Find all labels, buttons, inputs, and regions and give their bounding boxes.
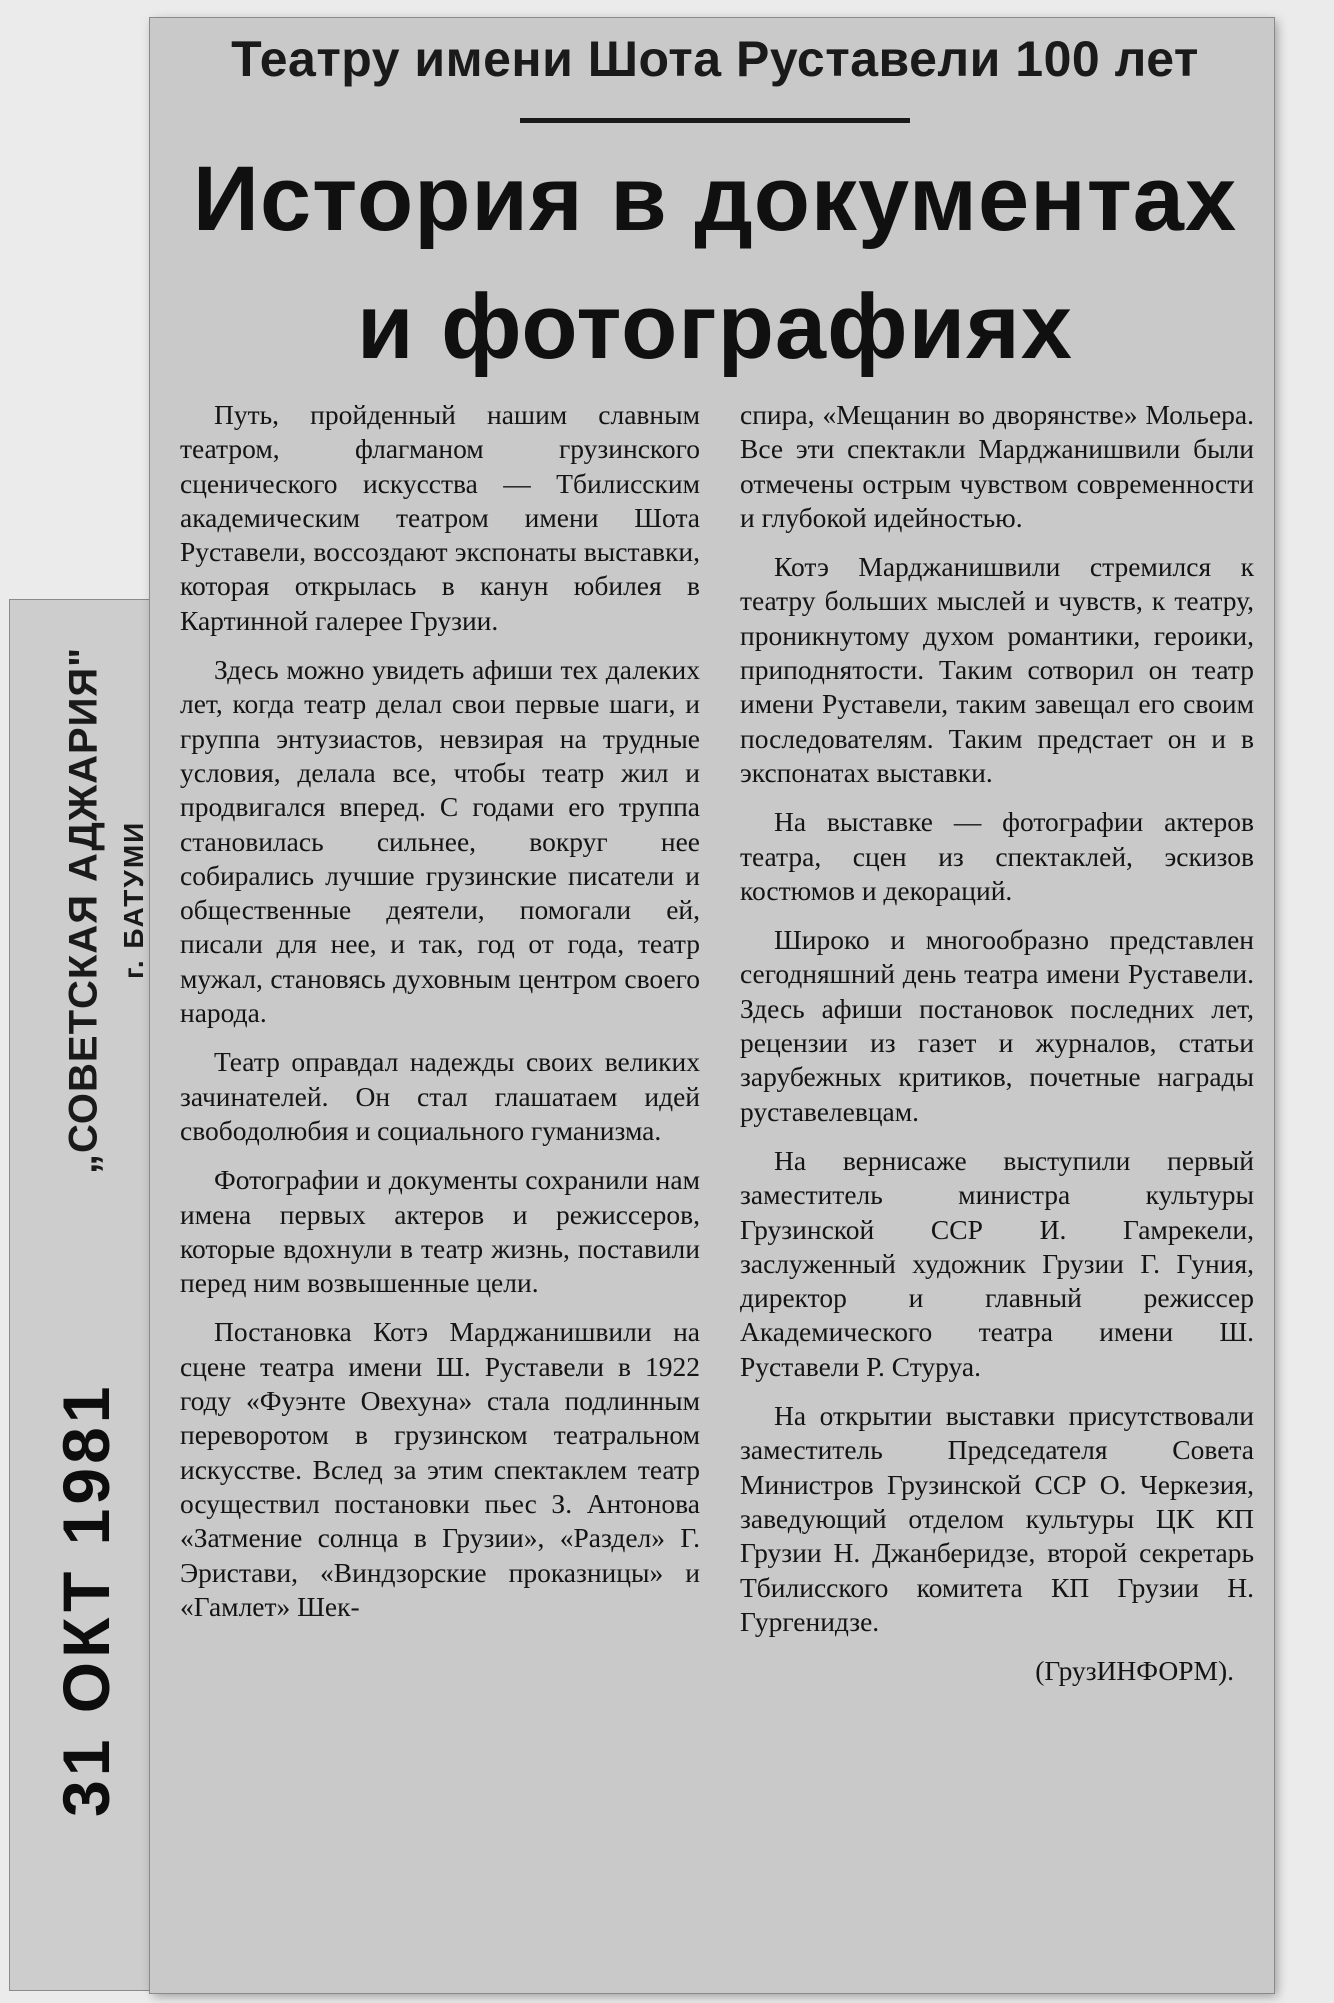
article-kicker: Театру имени Шота Руставели 100 лет <box>231 31 1199 87</box>
newspaper-name: „СОВЕТСКАЯ АДЖАРИЯ" <box>61 646 106 1174</box>
article-headline: История в документах и фотографиях <box>192 148 1238 378</box>
paragraph: На открытии выставки присутствовали заместитель Председателя Совета Министров Грузинской ССР О. Черкезия, заведующий отделом культуры ЦК КП Грузии Н. Джанберидзе, второй секретарь Тбилисского комитета КП Грузии Н. Гургенидзе. <box>740 1400 1254 1637</box>
news-agency-credit: (ГрузИНФОРМ). <box>1035 1655 1234 1687</box>
article-column-left <box>180 398 700 1639</box>
paragraph: Здесь можно увидеть афиши тех далеких лет, когда театр делал свои первые шаги, и группа энтузиастов, невзирая на трудные условия, делала все, чтобы театр жил и продвигался вперед. С годами его труппа становилась сильнее, вокруг нее собирались лучшие грузинские писатели и общественные деятели, помогали ей, писали для нее, и так, год от года, театр мужал, становясь духовным центром своего народа. <box>180 654 700 1029</box>
paragraph-continuation: спира, «Мещанин во дворянстве» Мольера. Все эти спектакли Марджанишвили были отмечены острым чувством современности и глубокой идейностью. <box>740 399 1254 533</box>
kicker-divider <box>520 118 910 123</box>
paragraph: На выставке — фотографии актеров театра, сцен из спектаклей, эскизов костюмов и декораций. <box>740 806 1254 906</box>
paragraph: На вернисаже выступили первый заместитель министра культуры Грузинской ССР И. Гамрекели, заслуженный художник Грузии Г. Гуния, директор и главный режиссер Академического театра имени Ш. Руставели Р. Стуруа. <box>740 1144 1254 1382</box>
paragraph: Котэ Марджанишвили стремился к театру больших мыслей и чувств, к театру, проникнутому духом романтики, героики, приподнятости. Таким сотворил он театр имени Руставели, таким завещал его своим последователям. Таким предстает он и в экспонатах выставки. <box>740 551 1254 788</box>
paragraph: Театр оправдал надежды своих великих зачинателей. Он стал глашатаем идей свободолюбия и социального гуманизма. <box>180 1046 700 1146</box>
paragraph: Путь, пройденный нашим славным театром, флагманом грузинского сценического искусства — Тбилисским академическим театром имени Шота Руставели, воссоздают экспонаты выставки, которая открылась в канун юбилея в Картинной галерее Грузии. <box>180 399 700 636</box>
paragraph: Фотографии и документы сохранили нам имена первых актеров и режиссеров, которые вдохнули в театр жизнь, поставили перед ним возвышенные цели. <box>180 1164 700 1299</box>
date-stamp: 31 ОКТ 1981 <box>49 1382 123 1818</box>
paragraph: Постановка Котэ Марджанишвили на сцене театра имени Ш. Руставели в 1922 году «Фуэнте Овехуна» стала подлинным переворотом в грузинском театральном искусстве. Вслед за этим спектаклем театр осуществил постановки пьес З. Антонова «Затмение солнца в Грузии», «Раздел» Г. Эристави, «Виндзорские проказницы» и «Гамлет» Шек- <box>180 1316 700 1622</box>
article-column-right <box>740 398 1254 1703</box>
newspaper-city: г. БАТУМИ <box>118 820 149 980</box>
paragraph: Широко и многообразно представлен сегодняшний день театра имени Руставели. Здесь афиши постановок последних лет, рецензии из газет и журналов, статьи зарубежных критиков, почетные награды руставелевцам. <box>740 924 1254 1127</box>
